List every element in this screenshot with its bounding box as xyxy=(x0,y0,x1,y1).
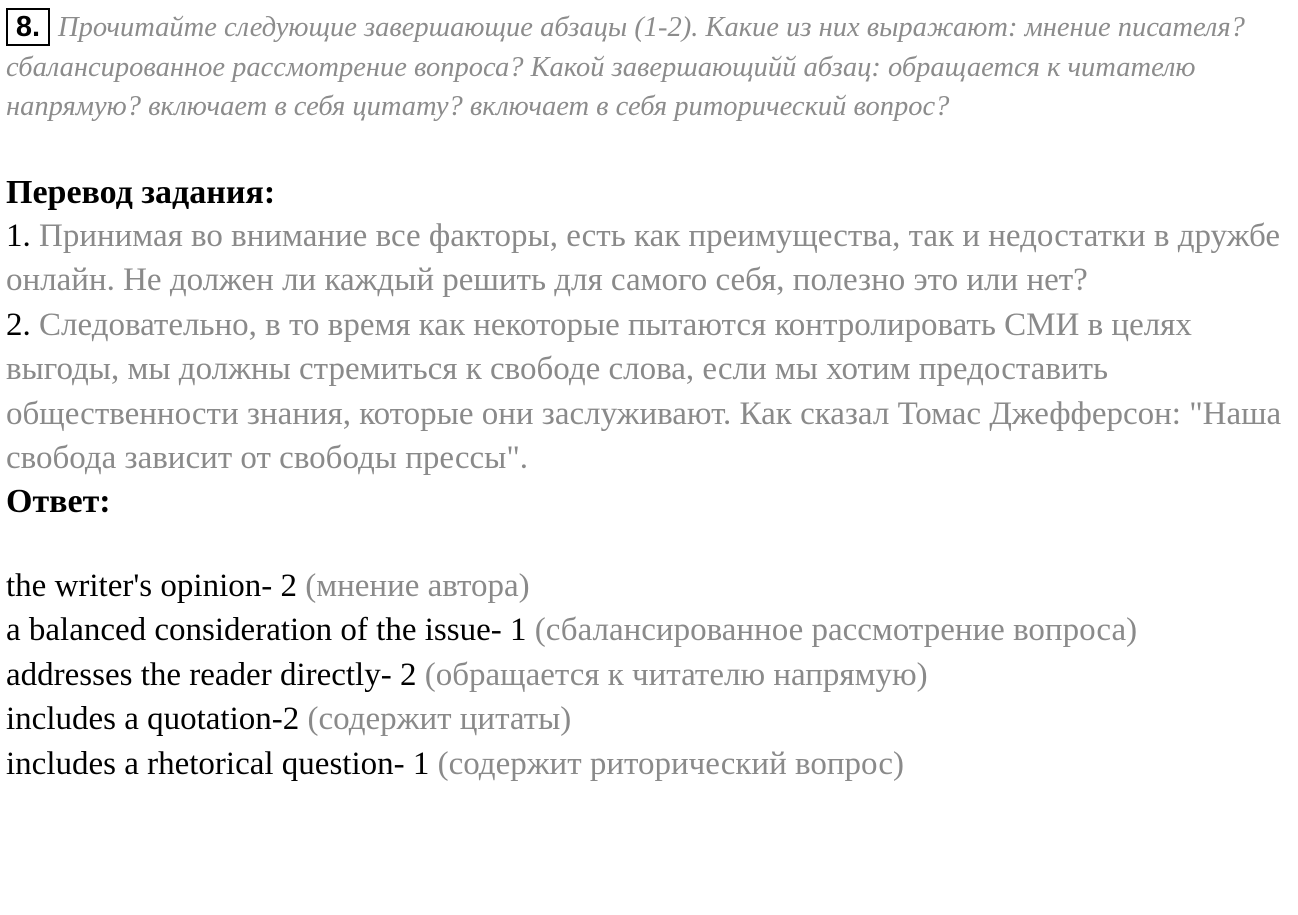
paragraph-number: 1. xyxy=(6,217,31,254)
answer-english: addresses the reader directly- 2 xyxy=(6,656,417,693)
answer-russian: (содержит риторический вопрос) xyxy=(437,745,904,782)
answer-english: a balanced consideration of the issue- 1 xyxy=(6,612,527,648)
answer-english: includes a rhetorical question- 1 xyxy=(6,745,430,782)
task-number-badge: 8. xyxy=(6,8,50,46)
paragraph-text: Принимая во внимание все факторы, есть как преимущества, так и недостатки в дружбе онлайн. Не должен ли каждый решить для самого себя, полезно это или нет? xyxy=(6,217,1280,298)
answer-item xyxy=(6,653,1296,698)
translation-paragraph-1 xyxy=(6,214,1296,303)
document-page xyxy=(6,8,1296,786)
answer-russian: (содержит цитаты) xyxy=(307,701,572,737)
answer-heading: Ответ: xyxy=(6,482,111,520)
task-text: Прочитайте следующие завершающие абзацы (1-2). Какие из них выражают: мнение писателя? сбалансированное рассмотрение вопроса? Какой завершающийй абзац: обращается к читателю напрямую? включает в себя цитату? включает в себя риторический вопрос? xyxy=(6,12,1245,122)
answer-item xyxy=(6,697,1296,742)
answer-russian: (мнение автора) xyxy=(305,567,530,604)
paragraph-number: 2. xyxy=(6,306,31,343)
answer-list xyxy=(6,564,1296,787)
paragraph-text: Следовательно, в то время как некоторые пытаются контролировать СМИ в целях выгоды, мы должны стремиться к свободе слова, если мы хотим предоставить общественности знания, которые они заслуживают. Как сказал Томас Джефферсон: "Наша свобода зависит от свободы прессы". xyxy=(6,306,1282,476)
answer-english: includes a quotation-2 xyxy=(6,701,300,737)
answer-item xyxy=(6,608,1296,653)
translation-paragraph-2 xyxy=(6,303,1296,481)
answer-russian: (обращается к читателю напрямую) xyxy=(424,656,928,693)
answer-item xyxy=(6,564,1296,609)
translation-heading: Перевод задания: xyxy=(6,173,276,211)
answer-item xyxy=(6,742,1296,787)
answer-english: the writer's opinion- 2 xyxy=(6,567,297,604)
task-statement xyxy=(6,8,1296,127)
answer-russian: (сбалансированное рассмотрение вопроса) xyxy=(534,612,1138,648)
